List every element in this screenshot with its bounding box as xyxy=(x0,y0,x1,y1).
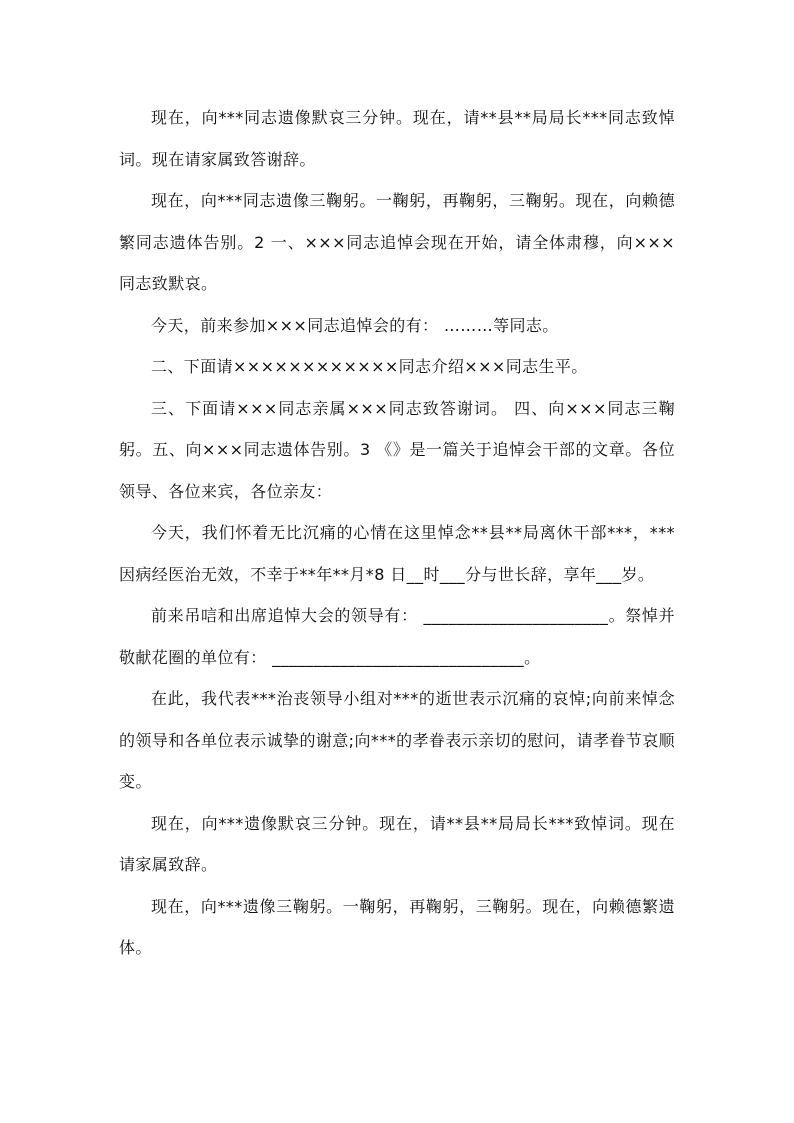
paragraph-condolences: 在此，我代表***治丧领导小组对***的逝世表示沉痛的哀悼;向前来悼念的领导和各单位表示诚挚的谢意;向***的孝眷表示亲切的慰问，请孝眷节哀顺变。 xyxy=(119,689,675,791)
paragraph-family-thanks: 三、下面请×××同志亲属×××同志致答谢词。 四、向×××同志三鞠躬。五、向×××同志遗体告别。3 《》是一篇关于追悼会干部的文章。各位领导、各位来宾，各位亲友： xyxy=(119,398,675,501)
paragraph-biography: 二、下面请××××××××××××同志介绍×××同志生平。 xyxy=(151,357,588,376)
paragraph-final-bow: 现在，向***遗像三鞠躬。一鞠躬，再鞠躬，三鞠躬。现在，向赖德繁遗体。 xyxy=(119,896,675,957)
paragraph-mourning-intro: 今天，我们怀着无比沉痛的心情在这里悼念**县**局离休干部***，***因病经医治无效，不幸于**年**月*8 日__时___分与世长辞，享年___岁。 xyxy=(119,523,675,584)
paragraph-eulogy: 现在，向***遗像默哀三分钟。现在，请**县**局局长***致悼词。现在请家属致辞。 xyxy=(119,813,675,874)
paragraph-silent-tribute: 现在，向***同志遗像默哀三分钟。现在，请**县**局局长***同志致悼词。现在请家属致答谢辞。 xyxy=(119,108,675,169)
document-body xyxy=(119,97,675,969)
paragraph-bow-farewell: 现在，向***同志遗像三鞠躬。一鞠躬，再鞠躬，三鞠躬。现在，向赖德繁同志遗体告别。2 一、×××同志追悼会现在开始，请全体肃穆，向×××同志致默哀。 xyxy=(119,191,675,293)
paragraph-leaders-wreaths: 前来吊唁和出席追悼大会的领导有： ______________________。祭悼并敬献花圈的单位有： ______________________________。 xyxy=(119,606,675,667)
paragraph-attendees: 今天，前来参加×××同志追悼会的有： ………等同志。 xyxy=(151,315,559,335)
